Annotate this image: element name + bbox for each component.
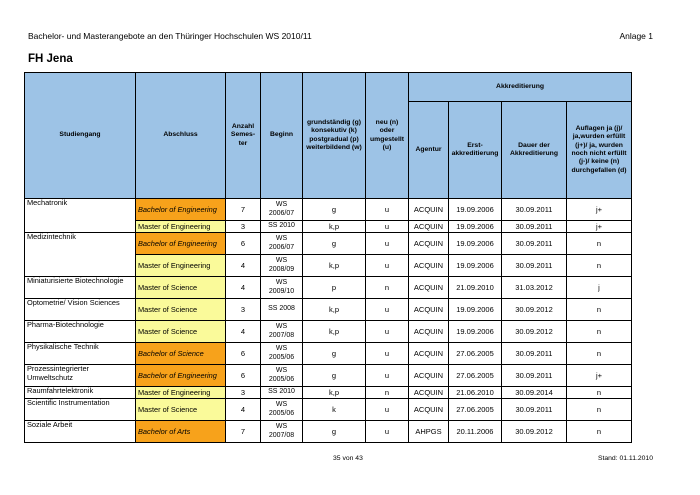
auflagen-cell: n (567, 421, 632, 443)
neu-cell: u (366, 221, 409, 233)
semester-cell: 3 (226, 299, 261, 321)
agentur-cell: ACQUIN (409, 399, 449, 421)
neu-cell: u (366, 321, 409, 343)
grundstaendig-cell: k,p (303, 321, 366, 343)
neu-cell: u (366, 299, 409, 321)
auflagen-cell: n (567, 299, 632, 321)
neu-cell: n (366, 387, 409, 399)
dauer-cell: 30.09.2011 (502, 199, 567, 221)
degree-cell: Bachelor of Engineering (136, 233, 226, 255)
table-row (25, 387, 632, 399)
auflagen-cell: j (567, 277, 632, 299)
program-name-cell: Scientific Instrumentation (25, 399, 136, 421)
beginn-cell: WS 2006/07 (261, 199, 303, 221)
beginn-cell: SS 2010 (261, 221, 303, 233)
grundstaendig-cell: k,p (303, 299, 366, 321)
col-header-agentur: Agentur (409, 102, 449, 199)
grundstaendig-cell: g (303, 199, 366, 221)
grundstaendig-cell: g (303, 421, 366, 443)
semester-cell: 6 (226, 233, 261, 255)
erstakkreditierung-cell: 27.06.2005 (449, 399, 502, 421)
degree-cell: Master of Science (136, 399, 226, 421)
col-header-dauer: Dauer der Akkreditierung (502, 102, 567, 199)
neu-cell: u (366, 365, 409, 387)
erstakkreditierung-cell: 21.06.2010 (449, 387, 502, 399)
program-name-cell: Medizintechnik (25, 233, 136, 277)
erstakkreditierung-cell: 19.09.2006 (449, 199, 502, 221)
program-name-cell: Prozessintegrierter Umweltschutz (25, 365, 136, 387)
semester-cell: 7 (226, 421, 261, 443)
grundstaendig-cell: k,p (303, 387, 366, 399)
auflagen-cell: n (567, 233, 632, 255)
grundstaendig-cell: p (303, 277, 366, 299)
table-row (25, 277, 632, 299)
agentur-cell: AHPGS (409, 421, 449, 443)
beginn-cell: WS 2009/10 (261, 277, 303, 299)
col-header-auflagen: Auflagen ja (j)/ ja,wurden erfüllt (j+)/ ja, wurden noch nicht erfüllt (j-)/ keine (n) durchgefallen (d) (567, 102, 632, 199)
degree-cell: Master of Engineering (136, 221, 226, 233)
erstakkreditierung-cell: 19.09.2006 (449, 221, 502, 233)
beginn-cell: WS 2005/06 (261, 399, 303, 421)
erstakkreditierung-cell: 19.09.2006 (449, 233, 502, 255)
dauer-cell: 30.09.2011 (502, 343, 567, 365)
table-row (25, 233, 632, 255)
page-number: 35 von 43 (333, 455, 363, 462)
program-name-cell: Physikalische Technik (25, 343, 136, 365)
agentur-cell: ACQUIN (409, 387, 449, 399)
beginn-cell: WS 2006/07 (261, 233, 303, 255)
degree-cell: Master of Engineering (136, 387, 226, 399)
table-row (25, 299, 632, 321)
dauer-cell: 30.09.2012 (502, 421, 567, 443)
auflagen-cell: j+ (567, 199, 632, 221)
degree-cell: Master of Science (136, 321, 226, 343)
dauer-cell: 30.09.2012 (502, 321, 567, 343)
auflagen-cell: n (567, 399, 632, 421)
appendix-label: Anlage 1 (619, 31, 653, 41)
agentur-cell: ACQUIN (409, 199, 449, 221)
semester-cell: 4 (226, 277, 261, 299)
programs-table (24, 72, 632, 443)
section-title: FH Jena (28, 53, 73, 65)
table-row (25, 365, 632, 387)
dauer-cell: 30.09.2011 (502, 399, 567, 421)
degree-cell: Bachelor of Engineering (136, 199, 226, 221)
degree-cell: Bachelor of Engineering (136, 365, 226, 387)
semester-cell: 6 (226, 365, 261, 387)
neu-cell: n (366, 277, 409, 299)
degree-cell: Master of Science (136, 277, 226, 299)
semester-cell: 4 (226, 321, 261, 343)
agentur-cell: ACQUIN (409, 233, 449, 255)
degree-cell: Bachelor of Science (136, 343, 226, 365)
program-name-cell: Soziale Arbeit (25, 421, 136, 443)
col-header-erstakkreditierung: Erst- akkreditierung (449, 102, 502, 199)
degree-cell: Master of Science (136, 299, 226, 321)
semester-cell: 3 (226, 387, 261, 399)
semester-cell: 7 (226, 199, 261, 221)
semester-cell: 6 (226, 343, 261, 365)
dauer-cell: 30.09.2011 (502, 365, 567, 387)
dauer-cell: 30.09.2011 (502, 221, 567, 233)
dauer-cell: 30.09.2011 (502, 233, 567, 255)
neu-cell: u (366, 199, 409, 221)
table-row (25, 321, 632, 343)
agentur-cell: ACQUIN (409, 277, 449, 299)
agentur-cell: ACQUIN (409, 299, 449, 321)
beginn-cell: SS 2010 (261, 387, 303, 399)
col-header-semester: Anzahl Semes- ter (226, 73, 261, 199)
agentur-cell: ACQUIN (409, 365, 449, 387)
table-row (25, 421, 632, 443)
degree-cell: Master of Engineering (136, 255, 226, 277)
beginn-cell: WS 2008/09 (261, 255, 303, 277)
table-row (25, 343, 632, 365)
beginn-cell: WS 2005/06 (261, 365, 303, 387)
table-row (25, 399, 632, 421)
grundstaendig-cell: g (303, 343, 366, 365)
grundstaendig-cell: g (303, 365, 366, 387)
program-name-cell: Optometrie/ Vision Sciences (25, 299, 136, 321)
col-header-neu: neu (n) oder umgestellt (u) (366, 73, 409, 199)
document-title: Bachelor- und Masterangebote an den Thüringer Hochschulen WS 2010/11 (28, 31, 312, 41)
col-header-abschluss: Abschluss (136, 73, 226, 199)
auflagen-cell: n (567, 343, 632, 365)
beginn-cell: WS 2007/08 (261, 321, 303, 343)
col-header-beginn: Beginn (261, 73, 303, 199)
auflagen-cell: n (567, 255, 632, 277)
program-name-cell: Miniaturisierte Biotechnologie (25, 277, 136, 299)
col-header-grundstaendig: grundständig (g) konsekutiv (k) postgradual (p) weiterbildend (w) (303, 73, 366, 199)
erstakkreditierung-cell: 27.06.2005 (449, 365, 502, 387)
dauer-cell: 30.09.2014 (502, 387, 567, 399)
neu-cell: u (366, 343, 409, 365)
erstakkreditierung-cell: 21.09.2010 (449, 277, 502, 299)
beginn-cell: WS 2007/08 (261, 421, 303, 443)
col-header-akkreditierung: Akkreditierung (409, 73, 632, 102)
semester-cell: 4 (226, 255, 261, 277)
grundstaendig-cell: k,p (303, 255, 366, 277)
neu-cell: u (366, 421, 409, 443)
beginn-cell: WS 2005/06 (261, 343, 303, 365)
table-row (25, 199, 632, 221)
auflagen-cell: j+ (567, 221, 632, 233)
neu-cell: u (366, 399, 409, 421)
grundstaendig-cell: k (303, 399, 366, 421)
grundstaendig-cell: g (303, 233, 366, 255)
semester-cell: 3 (226, 221, 261, 233)
col-header-studiengang: Studiengang (25, 73, 136, 199)
auflagen-cell: n (567, 387, 632, 399)
program-name-cell: Pharma-Biotechnologie (25, 321, 136, 343)
agentur-cell: ACQUIN (409, 321, 449, 343)
agentur-cell: ACQUIN (409, 221, 449, 233)
erstakkreditierung-cell: 19.09.2006 (449, 255, 502, 277)
agentur-cell: ACQUIN (409, 343, 449, 365)
beginn-cell: SS 2008 (261, 299, 303, 321)
agentur-cell: ACQUIN (409, 255, 449, 277)
neu-cell: u (366, 233, 409, 255)
auflagen-cell: n (567, 321, 632, 343)
program-name-cell: Raumfahrtelektronik (25, 387, 136, 399)
auflagen-cell: j+ (567, 365, 632, 387)
degree-cell: Bachelor of Arts (136, 421, 226, 443)
program-name-cell: Mechatronik (25, 199, 136, 233)
dauer-cell: 31.03.2012 (502, 277, 567, 299)
stand-date: Stand: 01.11.2010 (597, 455, 653, 462)
erstakkreditierung-cell: 19.09.2006 (449, 321, 502, 343)
dauer-cell: 30.09.2012 (502, 299, 567, 321)
erstakkreditierung-cell: 20.11.2006 (449, 421, 502, 443)
neu-cell: u (366, 255, 409, 277)
dauer-cell: 30.09.2011 (502, 255, 567, 277)
semester-cell: 4 (226, 399, 261, 421)
grundstaendig-cell: k,p (303, 221, 366, 233)
erstakkreditierung-cell: 27.06.2005 (449, 343, 502, 365)
erstakkreditierung-cell: 19.09.2006 (449, 299, 502, 321)
